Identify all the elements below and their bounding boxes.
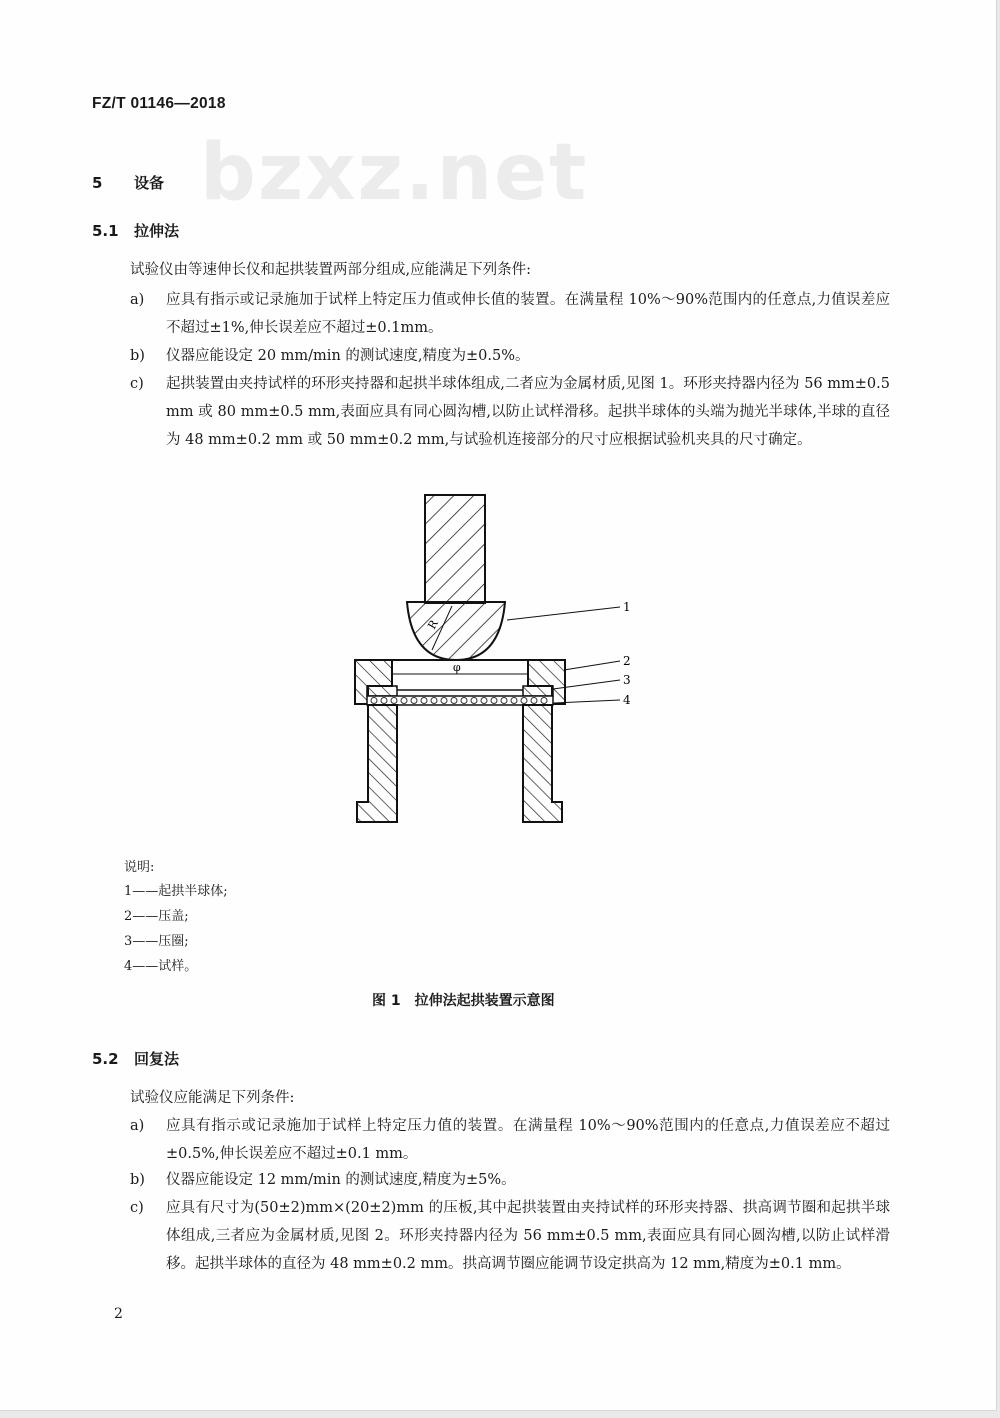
callout-1: 1 — [623, 600, 631, 614]
callout-2: 2 — [623, 654, 631, 668]
item-text: 应具有指示或记录施加于试样上特定压力值的装置。在满量程 10%～90%范围内的任意点,力值误差应不超过±0.5%,伸长误差应不超过±0.1 mm。 — [166, 1118, 890, 1162]
section-title: 拉伸法 — [134, 222, 180, 240]
figure-1-diagram — [340, 490, 660, 834]
section-5-1-heading — [92, 220, 179, 241]
watermark: bzxz.net — [200, 128, 589, 218]
item-text: 应具有尺寸为(50±2)mm×(20±2)mm 的压板,其中起拱装置由夹持试样的环形夹持器、拱高调节圈和起拱半球体组成,三者应为金属材质,见图 2。环形夹持器内径为 56 mm±0.5 mm,表面应具有同心圆沟槽,以防止试样滑移。起拱半球体的直径为 48 mm±0.2 mm。拱高调节圈应能调节设定拱高为 12 mm,精度为±0.1 mm。 — [166, 1200, 890, 1272]
item-marker: c) — [130, 376, 144, 392]
document-id: FZ/T 01146—2018 — [92, 95, 226, 112]
bulging-device-drawing — [340, 490, 660, 830]
s52-intro: 试验仪应能满足下列条件: — [130, 1090, 295, 1106]
section-number: 5.1 — [92, 222, 119, 240]
section-5-heading — [92, 172, 164, 193]
s52-item-c — [130, 1194, 890, 1278]
callout-4: 4 — [623, 693, 631, 707]
section-5-2-heading — [92, 1048, 179, 1069]
s52-item-b — [130, 1166, 890, 1194]
item-text: 仪器应能设定 12 mm/min 的测试速度,精度为±5%。 — [166, 1172, 516, 1188]
item-marker: a) — [130, 292, 145, 308]
section-title: 回复法 — [134, 1050, 180, 1068]
item-marker: b) — [130, 348, 145, 364]
callout-3: 3 — [623, 673, 631, 687]
s51-item-c — [130, 370, 890, 454]
legend-item-4: 4——试样。 — [124, 959, 198, 974]
s51-item-a — [130, 286, 890, 342]
s52-item-a — [130, 1112, 890, 1168]
item-marker: a) — [130, 1118, 145, 1134]
item-text: 应具有指示或记录施加于试样上特定压力值或伸长值的装置。在满量程 10%～90%范围内的任意点,力值误差应不超过±1%,伸长误差应不超过±0.1mm。 — [166, 292, 890, 336]
section-number: 5.2 — [92, 1050, 119, 1068]
legend-item-3: 3——压圈; — [124, 934, 189, 949]
page-number: 2 — [114, 1306, 123, 1322]
diameter-label: φ — [453, 661, 461, 674]
section-title: 设备 — [134, 174, 165, 192]
item-text: 仪器应能设定 20 mm/min 的测试速度,精度为±0.5%。 — [166, 348, 530, 364]
section-number: 5 — [92, 174, 103, 192]
legend-title: 说明: — [124, 860, 155, 875]
item-text: 起拱装置由夹持试样的环形夹持器和起拱半球体组成,二者应为金属材质,见图 1。环形夹持器内径为 56 mm±0.5 mm 或 80 mm±0.5 mm,表面应具有同心圆沟槽,以防止试样滑移。起拱半球体的头端为抛光半球体,半球的直径为 48 mm±0.2 mm 或 50 mm±0.2 mm,与试验机连接部分的尺寸应根据试验机夹具的尺寸确定。 — [166, 376, 890, 448]
radius-label: R — [425, 617, 441, 632]
legend-item-1: 1——起拱半球体; — [124, 884, 228, 899]
item-marker: c) — [130, 1200, 144, 1216]
s51-item-b — [130, 342, 890, 370]
figure-1-caption: 图 1 拉伸法起拱装置示意图 — [372, 993, 555, 1009]
legend-item-2: 2——压盖; — [124, 909, 189, 924]
item-marker: b) — [130, 1172, 145, 1188]
s51-intro: 试验仪由等速伸长仪和起拱装置两部分组成,应能满足下列条件: — [130, 262, 531, 278]
